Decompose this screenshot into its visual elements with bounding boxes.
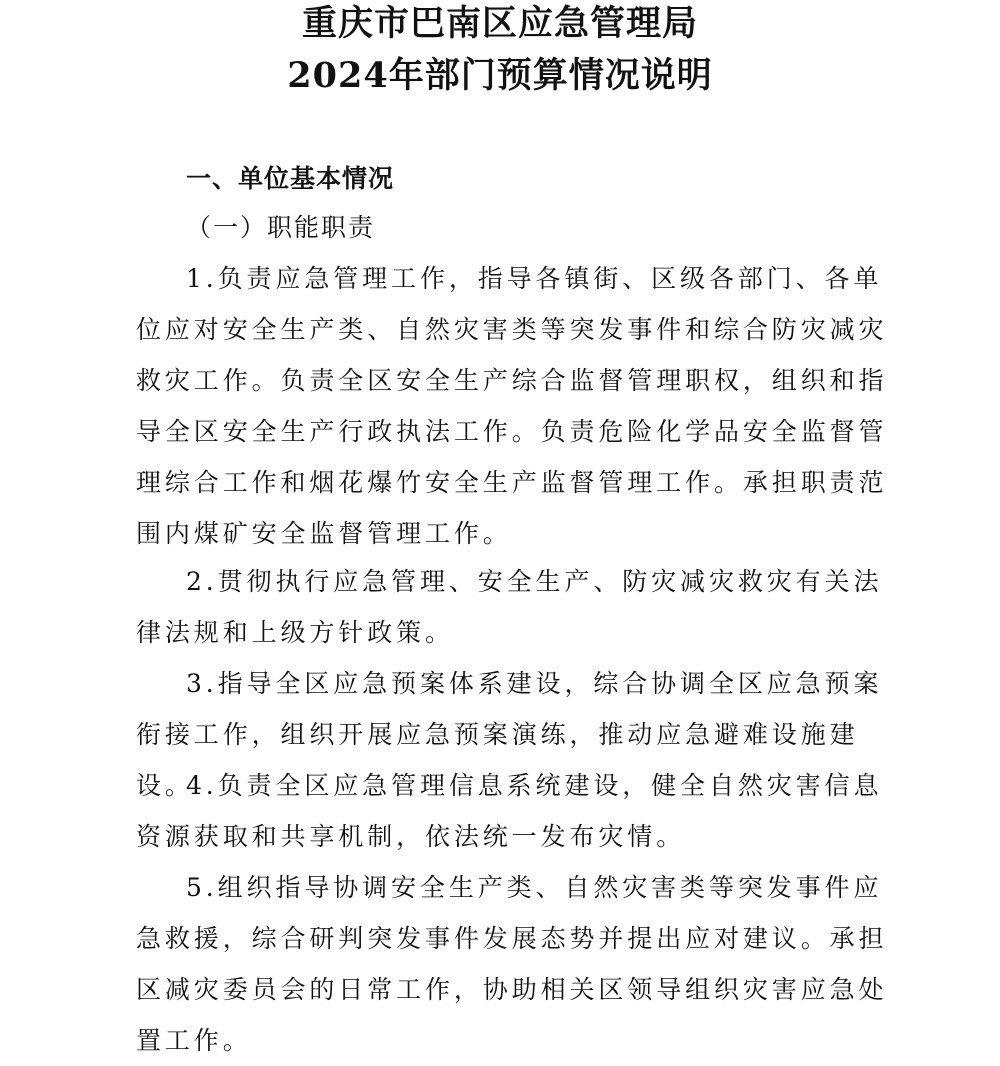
document-title-line2: 2024年部门预算情况说明	[287, 55, 713, 96]
document-title-line1: 重庆市巴南区应急管理局	[301, 3, 698, 44]
section-heading-basic-info: 一、单位基本情况	[186, 164, 395, 193]
subsection-heading-duties: （一）职能职责	[186, 213, 376, 242]
duty-paragraph-5: 5.组织指导协调安全生产类、自然灾害类等突发事件应急救援，综合研判突发事件发展态势并提出应对建议。承担区减灾委员会的日常工作，协助相关区领导组织灾害应急处置工作。	[136, 873, 888, 1055]
duty-paragraph-3: 3.指导全区应急预案体系建设，综合协调全区应急预案衔接工作，组织开展应急预案演练，推动应急避难设施建设。	[136, 669, 883, 800]
duty-paragraph-1: 1.负责应急管理工作，指导各镇街、区级各部门、各单位应对安全生产类、自然灾害类等突发事件和综合防灾减灾救灾工作。负责全区安全生产综合监督管理职权，组织和指导全区安全生产行政执法工作。负责危险化学品安全监督管理综合工作和烟花爆竹安全生产监督管理工作。承担职责范围内煤矿安全监督管理工作。	[136, 264, 888, 548]
duty-paragraph-2: 2.贯彻执行应急管理、安全生产、防灾减灾救灾有关法律法规和上级方针政策。	[136, 567, 883, 647]
duty-paragraph-4: 4.负责全区应急管理信息系统建设，健全自然灾害信息资源获取和共享机制，依法统一发布灾情。	[136, 771, 883, 851]
